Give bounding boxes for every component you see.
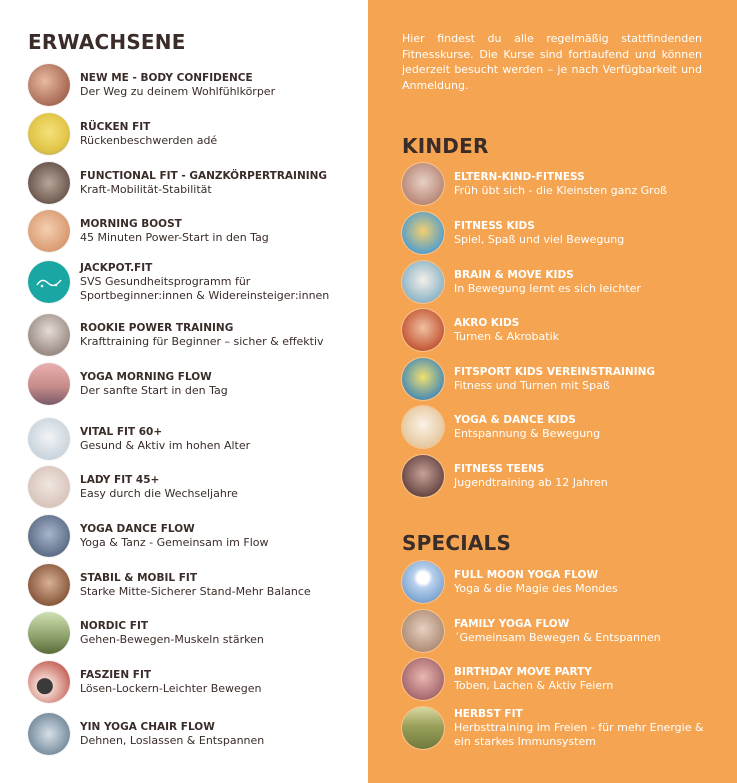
course-name: FULL MOON YOGA FLOW [454,568,599,581]
course-description: SVS Gesundheitsprogramm für Sportbeginner:innen & Widereinsteiger:innen [80,274,330,302]
course-photo-icon [402,455,444,497]
course-name: YIN YOGA CHAIR FLOW [80,720,215,733]
course-photo-icon [28,713,70,755]
course-name: BIRTHDAY MOVE PARTY [454,665,592,678]
course-name: FITNESS KIDS [454,219,535,232]
course-description: Dehnen, Loslassen & Entspannen [80,733,265,747]
course-description: Herbsttraining im Freien - für mehr Energie & ein starkes Immunsystem [454,720,704,748]
course-description: Yoga & die Magie des Mondes [454,581,618,595]
course-item-fitsport-kids[interactable] [402,358,655,400]
course-name: AKRO KIDS [454,316,520,329]
course-description: Entspannung & Bewegung [454,426,601,440]
adults-heading: ERWACHSENE [28,30,186,54]
course-name: VITAL FIT 60+ [80,425,163,438]
course-description: Gesund & Aktiv im hohen Alter [80,438,251,452]
course-name: NEW ME - BODY CONFIDENCE [80,71,253,84]
course-photo-icon [28,661,70,703]
course-item-vital-fit[interactable] [28,418,250,460]
course-description: Früh übt sich - die Kleinsten ganz Groß [454,183,668,197]
course-description: Kraft-Mobilität-Stabilität [80,182,212,196]
course-item-fitness-kids[interactable] [402,212,624,254]
course-item-ruecken-fit[interactable] [28,113,217,155]
course-description: Easy durch die Wechseljahre [80,486,238,500]
course-name: JACKPOT.FIT [80,261,153,274]
course-item-lady-fit[interactable] [28,466,238,508]
course-name: YOGA MORNING FLOW [80,370,212,383]
course-item-jackpot-fit[interactable] [28,261,340,303]
course-name: YOGA DANCE FLOW [80,522,195,535]
course-name: FITSPORT KIDS VEREINSTRAINING [454,365,656,378]
course-item-family-yoga[interactable] [402,610,661,652]
course-description: Starke Mitte-Sicherer Stand-Mehr Balance [80,584,311,598]
course-photo-icon [28,564,70,606]
course-item-yoga-dance-flow[interactable] [28,515,269,557]
course-description: Gehen-Bewegen-Muskeln stärken [80,632,264,646]
specials-heading: SPECIALS [402,531,512,555]
course-photo-icon [28,162,70,204]
course-name: MORNING BOOST [80,217,182,230]
course-name: YOGA & DANCE KIDS [454,413,576,426]
course-photo-icon [402,610,444,652]
course-description: In Bewegung lernt es sich leichter [454,281,641,295]
course-name: ELTERN-KIND-FITNESS [454,170,585,183]
course-description: Yoga & Tanz - Gemeinsam im Flow [80,535,269,549]
course-photo-icon [28,418,70,460]
course-description: ´Gemeinsam Bewegen & Entspannen [454,630,661,644]
course-name: NORDIC FIT [80,619,149,632]
course-photo-icon [28,466,70,508]
course-item-full-moon-yoga[interactable] [402,561,618,603]
course-photo-icon [28,515,70,557]
course-name: FASZIEN FIT [80,668,152,681]
course-item-new-me[interactable] [28,64,275,106]
course-description: 45 Minuten Power-Start in den Tag [80,230,269,244]
course-name: FUNCTIONAL FIT - GANZKÖRPERTRAINING [80,169,328,182]
course-name: FITNESS TEENS [454,462,545,475]
course-item-eltern-kind[interactable] [402,163,667,205]
course-item-faszien-fit[interactable] [28,661,262,703]
course-item-akro-kids[interactable] [402,309,559,351]
course-photo-icon [28,612,70,654]
course-description: Fitness und Turnen mit Spaß [454,378,610,392]
kids-heading: KINDER [402,134,489,158]
course-photo-icon [402,406,444,448]
course-item-stabil-mobil[interactable] [28,564,311,606]
course-item-nordic-fit[interactable] [28,612,264,654]
course-name: STABIL & MOBIL FIT [80,571,197,584]
adults-column [0,0,368,783]
course-item-yoga-morning-flow[interactable] [28,363,228,405]
course-description: Spiel, Spaß und viel Bewegung [454,232,625,246]
course-name: BRAIN & MOVE KIDS [454,268,574,281]
course-item-yoga-dance-kids[interactable] [402,406,600,448]
course-photo-icon [402,261,444,303]
course-item-rookie-power[interactable] [28,314,324,356]
course-name: ROOKIE POWER TRAINING [80,321,234,334]
course-photo-icon [402,163,444,205]
course-item-morning-boost[interactable] [28,210,269,252]
course-item-herbst-fit[interactable] [402,707,719,749]
jackpot-logo-icon [28,261,70,303]
course-description: Jugendtraining ab 12 Jahren [454,475,608,489]
course-photo-icon [402,358,444,400]
course-item-fitness-teens[interactable] [402,455,608,497]
course-name: HERBST FIT [454,707,523,720]
course-description: Rückenbeschwerden adé [80,133,218,147]
course-photo-icon [402,309,444,351]
course-description: Der sanfte Start in den Tag [80,383,228,397]
kids-specials-column [368,0,737,783]
course-photo-icon [28,210,70,252]
course-description: Toben, Lachen & Aktiv Feiern [454,678,614,692]
course-photo-icon [28,363,70,405]
intro-text: Hier findest du alle regelmäßig stattfindenden Fitnesskurse. Die Kurse sind fortlaufend und können jederzeit besucht werden – je nach Verfügbarkeit und Anmeldung. [402,32,702,92]
course-photo-icon [402,658,444,700]
course-description: Lösen-Lockern-Leichter Bewegen [80,681,262,695]
course-description: Krafttraining für Beginner – sicher & effektiv [80,334,324,348]
course-name: RÜCKEN FIT [80,120,151,133]
course-item-yin-yoga-chair[interactable] [28,713,264,755]
course-description: Der Weg zu deinem Wohlfühlkörper [80,84,276,98]
course-photo-icon [28,113,70,155]
course-photo-icon [28,64,70,106]
course-name: FAMILY YOGA FLOW [454,617,570,630]
course-item-birthday-party[interactable] [402,658,613,700]
course-photo-icon [402,561,444,603]
course-photo-icon [402,212,444,254]
course-item-functional-fit[interactable] [28,162,327,204]
course-photo-icon [28,314,70,356]
course-photo-icon [402,707,444,749]
course-item-brain-move[interactable] [402,261,641,303]
course-name: LADY FIT 45+ [80,473,160,486]
course-description: Turnen & Akrobatik [454,329,559,343]
